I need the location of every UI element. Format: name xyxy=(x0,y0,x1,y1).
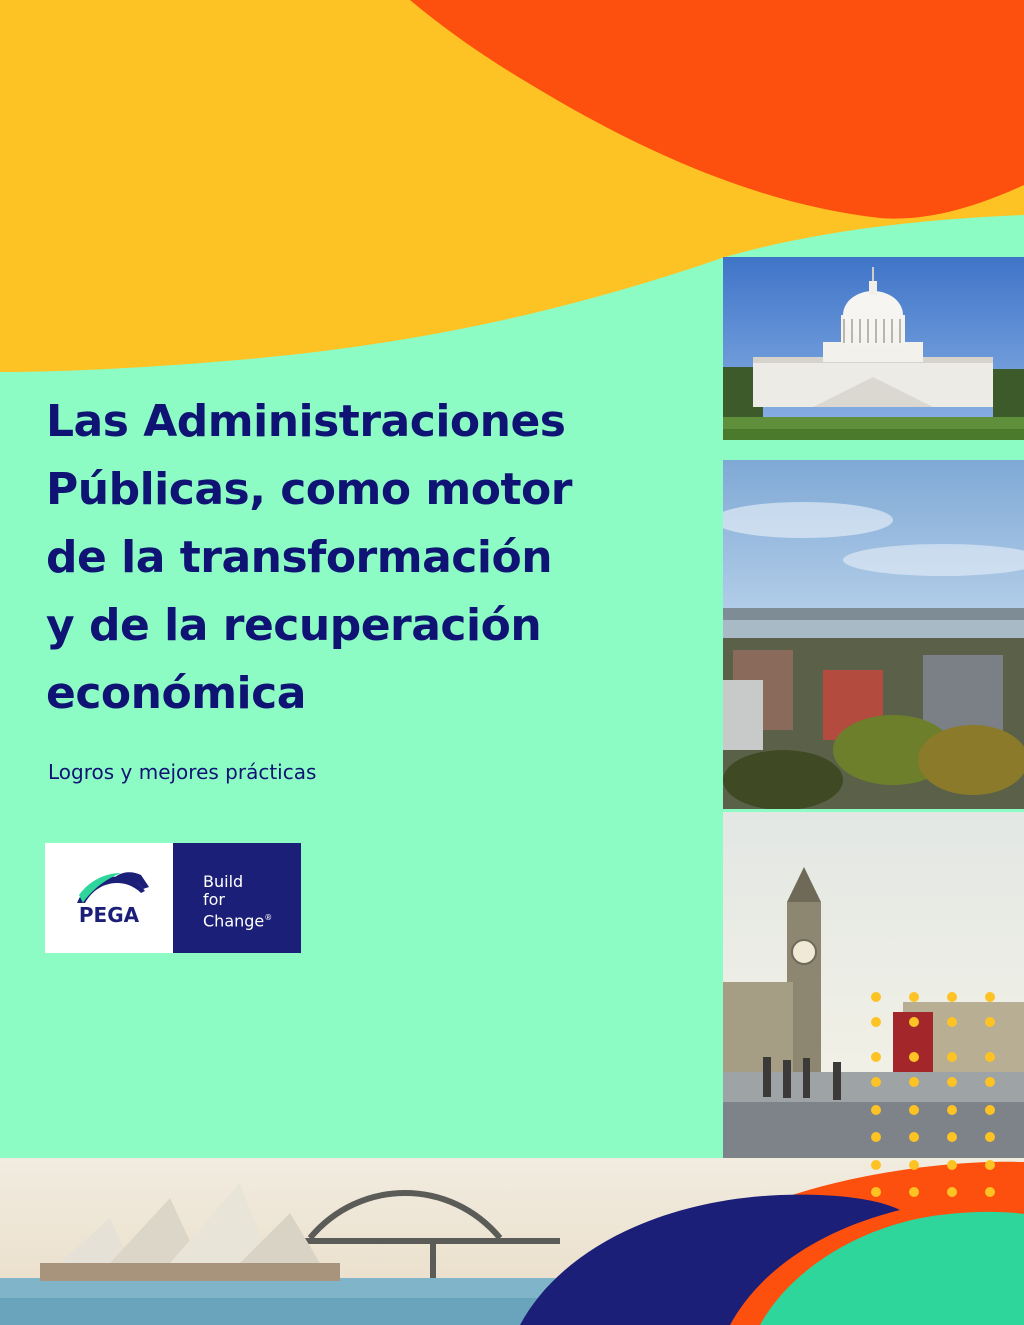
tagline-line-3: Change® xyxy=(203,911,273,931)
pega-wordmark: PEGA xyxy=(78,903,140,927)
document-subtitle: Logros y mejores prácticas xyxy=(48,760,317,784)
document-title: Las Administraciones Públicas, como motor de la transformación y de la recuperación económica xyxy=(46,396,572,719)
tagline-line-1: Build xyxy=(203,872,244,891)
tagline-line-2: for xyxy=(203,890,225,909)
